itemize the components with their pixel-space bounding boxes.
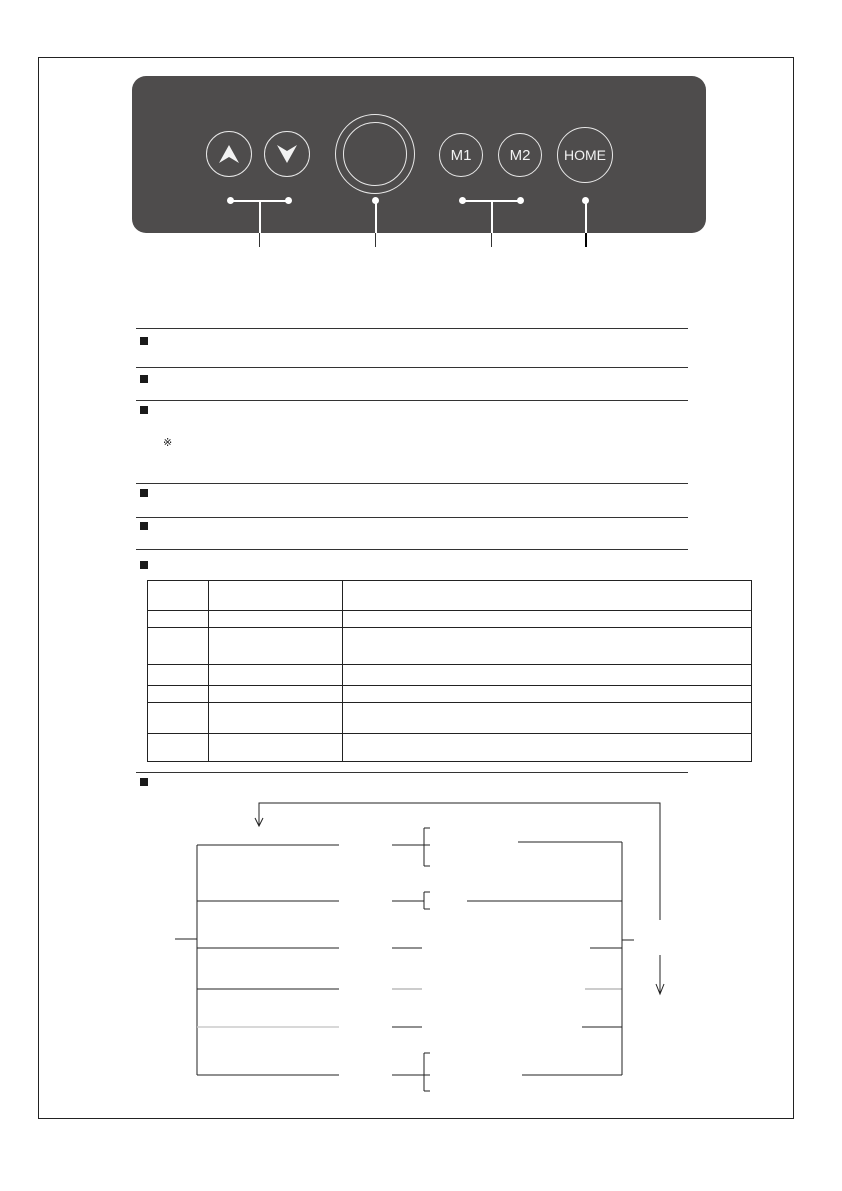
note-mark: ※ <box>163 437 173 449</box>
home-label: HOME <box>564 147 606 163</box>
m1-label: M1 <box>450 146 472 164</box>
m2-label: M2 <box>509 146 531 164</box>
